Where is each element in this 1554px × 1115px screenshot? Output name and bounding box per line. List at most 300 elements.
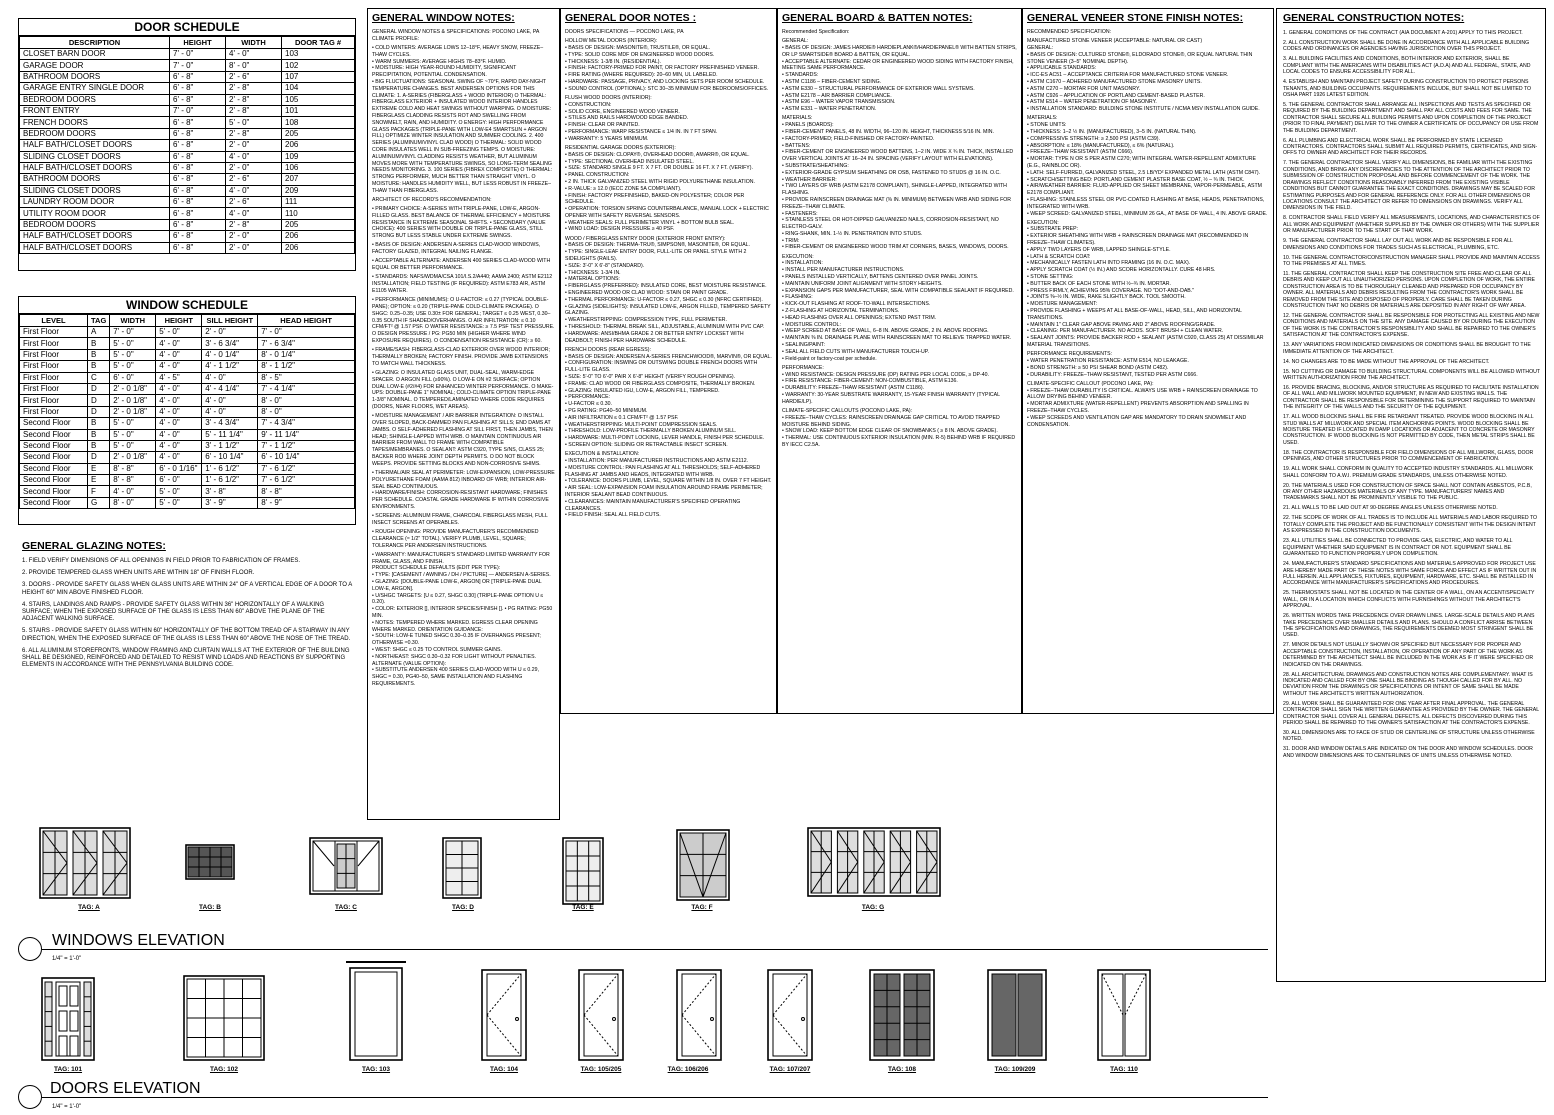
door-note: HOLLOW METAL DOORS (INTERIOR): • BASIS OF DESIGN: MASONITE®, TRUSTILE®, OR EQUAL. • TYPE: SOLID CORE MDF OR ENGINEERED WOOD DOORS. • THICKNESS: 1-3/8 IN. (RESIDENTIAL). • FINISH: FACTORY-PRIMED FOR PAINT, OR FACTORY PREFINISHED VENEER. • FIRE RATING (WHERE REQUIRED): 20–60 MIN, UL LABELED. • HARDWARE: PASSAGE, PRIVACY, AND LOCKING SETS PER ROOM SCHEDULE. • SOUND CONTROL (OPTIONAL): STC 30–35 MINIMUM FOR BEDROOMS/OFFICES. [565, 38, 769, 92]
window-schedule-cell: E [88, 475, 110, 486]
door-schedule-cell: 6' - 8" [170, 242, 226, 253]
window-schedule-cell: 5' - 0" [110, 361, 156, 372]
door-schedule-cell: 105 [282, 94, 355, 105]
windows-elevation-drawings [40, 828, 940, 904]
window-schedule-cell: F [88, 486, 110, 497]
window-tag-label: TAG: C [335, 904, 357, 911]
door-schedule-cell: 2' - 0" [226, 242, 282, 253]
window-schedule-cell: 1' - 6 1/2" [202, 463, 258, 474]
construction-note: 27. MINOR DETAILS NOT USUALLY SHOWN OR SPECIFIED BUT NECESSARY FOR PROPER AND ACCEPTABLE CONSTRUCTION, INSTALLATION, OR OPERATION OF ANY PART OF THE WORK AS DETERMINED BY THE ARCHITECT SHALL BE INCLUDED IN THE WORK AS IF IT WERE SPECIFIED OR INDICATED ON THE DRAWINGS. [1283, 642, 1534, 668]
door-schedule-cell: 2' - 6" [226, 174, 282, 185]
window-elevation-b [186, 845, 234, 879]
window-schedule-cell: B [88, 418, 110, 429]
window-schedule-cell: 4' - 0" [156, 338, 202, 349]
window-schedule-header-cell: HEAD HEIGHT [258, 315, 355, 327]
window-schedule-cell: 5' - 0" [156, 497, 202, 508]
window-schedule-cell: B [88, 349, 110, 360]
window-schedule-cell: D [88, 395, 110, 406]
doors-elevation-marker [18, 1085, 42, 1109]
window-schedule-header-cell: WIDTH [110, 315, 156, 327]
window-schedule-header-cell: LEVEL [20, 315, 88, 327]
window-schedule-header-cell: TAG [88, 315, 110, 327]
window-schedule-cell: 3' - 4 3/4" [202, 418, 258, 429]
door-elevation-1 [42, 978, 94, 1060]
window-schedule-cell: Second Floor [20, 475, 88, 486]
window-schedule-cell: First Floor [20, 372, 88, 383]
construction-note: 5. THE GENERAL CONTRACTOR SHALL ARRANGE ALL INSPECTIONS AND TESTS AS SPECIFIED OR REQUIRED BY THE BUILDING DEPARTMENT AND SHALL PAY ALL COSTS AND FEES FOR SAME. THE CONTRACTOR SHALL SECURE ALL BUILDING PERMITS AND UPON COMPLETION OF THE PROJECT (PRIOR TO FINAL PAYMENT) DELIVER TO THE OWNER A CERTIFICATE OF OCCUPANCY OR USE FROM THE BUILDING DEPARTMENT. [1283, 102, 1539, 134]
window-schedule-header-cell: SILL HEIGHT [202, 315, 258, 327]
window-schedule-cell: First Floor [20, 338, 88, 349]
door-schedule-cell: 6' - 8" [170, 231, 226, 242]
construction-note: 6. ALL PLUMBING AND ELECTRICAL WORK SHALL BE PERFORMED BY STATE LICENSED CONTRACTORS. CONTRACTORS SHALL SUBMIT ALL REQUIRED PERMITS, CERTIFICATES, AND SIGN-OFFS TO OWNER AND ARCHITECT FOR THEIR RECORDS. [1283, 137, 1538, 157]
construction-note: 17. ALL WOOD BLOCKING SHALL BE FIRE RETARDANT TREATED. PROVIDE WOOD BLOCKING IN ALL STUD WALLS AT MILLWORK AND SPECIAL ITEM ANCHORING POINTS. WOOD BLOCKING SHALL BE MOISTURE TREATED IF LOCATED IN DAMP LOCATIONS OR ADJACENT TO CONCRETE OR MASONRY CONSTRUCTION. IF WOOD BLOCKING IS NOT PERMITTED BY CODE, THEN METAL STRIPS SHALL BE USED. [1283, 414, 1535, 446]
window-note: • SCREENS: ALUMINUM FRAME, CHARCOAL FIBERGLASS MESH, FULL INSECT SCREENS AT OPERABLES. [372, 513, 549, 526]
door-elevation-8 [870, 970, 934, 1060]
veneer-stone-notes-title: GENERAL VENEER STONE FINISH NOTES: [1027, 12, 1244, 24]
door-elevation-2 [184, 976, 264, 1060]
window-schedule-cell: D [88, 406, 110, 417]
window-schedule-cell: B [88, 429, 110, 440]
window-schedule-cell: 5' - 11 1/4" [202, 429, 258, 440]
door-schedule-cell: 205 [282, 219, 355, 230]
door-tag-label: TAG: 104 [489, 1066, 519, 1073]
door-schedule-cell: 102 [282, 60, 355, 71]
window-note: • GLAZING: O INSULATED GLASS UNIT, DUAL-SEAL, WARM-EDGE SPACER. O ARGON FILL (≥90%). O LOW-E ON #2 SURFACE; OPTION DUAL LOW-E (#2/#4) FOR ENHANCED WINTER PERFORMANCE. O MAKE-UPS: DOUBLE-PANE 1" NOMINAL; COLD-CLIMATE OPTION TRIPLE-PANE 1-3/8" NOMINAL. O TEMPERED/LAMINATED WHERE CODE REQUIRES (DOORS, NEAR FLOORS, WET AREAS). [372, 369, 554, 410]
door-schedule-cell: 6' - 8" [170, 71, 226, 82]
board-batten-note: PERFORMANCE: • WIND RESISTANCE: DESIGN PRESSURE (DP) RATING PER LOCAL CODE, ≥ DP-40. • FIRE RESISTANCE: FIBER-CEMENT: NON-COMBUSTIBLE, ASTM E136. • DURABILITY: FREEZE–THAW RESISTANT (ASTM C1186). • WARRANTY: 30-YEAR SUBSTRATE WARRANTY, 15-YEAR FINISH WARRANTY (TYPICAL HARDIE/LP). [782, 364, 1000, 405]
door-schedule-cell: SLIDING CLOSET DOORS [20, 185, 170, 196]
window-schedule-cell: 7' - 1 1/2" [258, 440, 355, 451]
window-schedule-cell: 5' - 0" [110, 440, 156, 451]
window-schedule-cell: Second Floor [20, 440, 88, 451]
construction-note: 13. ANY VARIATIONS FROM INDICATED DIMENSIONS OR CONDITIONS SHALL BE BROUGHT TO THE IMMEDIATE ATTENTION OF THE ARCHITECT. [1283, 342, 1531, 355]
construction-note: 16. PROVIDE BRACING, BLOCKING, AND/OR STRUCTURE AS REQUIRED TO FACILITATE INSTALLATION OF ALL WALL AND MILLWORK MOUNTED EQUIPMENT, IN NEW AND EXISTING WALLS. THE CONTRACTOR SHALL BE RESPONSIBLE FOR DETERMINING THE SUPPORT REQUIRED TO MAINTAIN THE INTEGRITY OF THE WALLS AND THE SECURITY OF THE EQUIPMENT. [1283, 385, 1539, 411]
window-schedule-cell: 4' - 0" [156, 349, 202, 360]
window-schedule-cell: 8' - 8" [110, 475, 156, 486]
window-schedule-cell: 5' - 0" [110, 418, 156, 429]
window-schedule-cell: 5' - 0" [156, 486, 202, 497]
window-schedule-cell: 7' - 6 1/2" [258, 463, 355, 474]
window-note: • ROUGH OPENING: PROVIDE MANUFACTURER'S RECOMMENDED CLEARANCE (≈ 1/2" TOTAL). VERIFY PLUMB, LEVEL, SQUARE; TOLERANCE PER ANDERSEN INSTRUCTIONS. [372, 529, 540, 549]
construction-note: 31. DOOR AND WINDOW DETAILS ARE INDICATED ON THE DOOR AND WINDOW SCHEDULES. DOOR AND WINDOW DIMENSIONS ARE TO CENTERLINES OF UNITS UNLESS OTHERWISE NOTED. [1283, 746, 1533, 759]
window-schedule-cell: First Floor [20, 406, 88, 417]
glazing-note: 5. STAIRS - PROVIDE SAFETY GLASS WITHIN 60" HORIZONTALLY OF THE BOTTOM TREAD OF A STAIRWAY IN ANY DIRECTION, WHEN THE EXPOSED SURFACE OF THE GLASS IS LESS THAN 60" ABOVE THE NOSE OF THE TREAD. [22, 628, 351, 642]
window-schedule-cell: 4' - 0" [156, 418, 202, 429]
door-schedule-cell: 2' - 8" [226, 128, 282, 139]
window-schedule-cell: 2' - 0" [202, 327, 258, 338]
window-schedule-cell: 8' - 0" [110, 497, 156, 508]
board-batten-notes-title: GENERAL BOARD & BATTEN NOTES: [782, 12, 973, 24]
window-schedule-cell: 2' - 0 1/8" [110, 452, 156, 463]
window-schedule-title: WINDOW SCHEDULE [19, 297, 355, 314]
door-tag-label: TAG: 110 [1110, 1066, 1138, 1073]
window-schedule-cell: 4' - 0" [202, 372, 258, 383]
window-schedule-cell: 3' - 6 3/4" [202, 338, 258, 349]
door-schedule-cell: 4' - 0" [226, 49, 282, 60]
door-schedule-cell: 2' - 6" [226, 197, 282, 208]
window-schedule-cell: 8' - 1 1/2" [258, 361, 355, 372]
door-schedule-cell: 2' - 0" [226, 162, 282, 173]
glazing-note: 2. PROVIDE TEMPERED GLASS WHEN UNITS ARE WITHIN 18" OF FINISH FLOOR. [22, 570, 255, 577]
door-note: RESIDENTIAL GARAGE DOORS (EXTERIOR): • BASIS OF DESIGN: CLOPAY®, OVERHEAD DOOR®, AMARR®, OR EQUAL. • TYPE: SECTIONAL OVERHEAD INSULATED STEEL. • SIZE: STANDARD SINGLE 9 FT. X 7 FT. OR DOUBLE 16 FT. X 7 FT. (VERIFY). • PANEL CONSTRUCTION: • 2 IN. THICK GALVANIZED STEEL WITH RIGID POLYURETHANE INSULATION. • R-VALUE: ≥ 12.0 (IECC ZONE 5A COMPLIANT). • FINISH: FACTORY PREFINISHED, BAKED-ON POLYESTER; COLOR PER SCHEDULE. • OPERATION: TORSION SPRING COUNTERBALANCE, MANUAL LOCK + ELECTRIC OPENER WITH SAFETY REVERSAL SENSORS. • WEATHER SEALS: FULL PERIMETER VINYL + BOTTOM BULB SEAL. • WIND LOAD: DESIGN PRESSURE ≥ 40 PSF. [565, 144, 769, 233]
window-schedule-cell: 3' - 8" [202, 486, 258, 497]
door-elevation-7 [768, 970, 812, 1060]
glazing-note: 3. DOORS - PROVIDE SAFETY GLASS WHEN GLASS UNITS ARE WITHIN 24" OF A VERTICAL EDGE OF A DOOR TO A HEIGHT 60" MIN ABOVE FINISHED FLOOR. [22, 582, 352, 596]
window-schedule-cell: 8' - 8" [258, 486, 355, 497]
door-schedule-cell: 106 [282, 162, 355, 173]
window-schedule-cell: D [88, 452, 110, 463]
window-note: ARCHITECT OF RECORD'S RECOMMENDATION: [372, 196, 492, 203]
door-tag-label: TAG: 101 [53, 1066, 83, 1073]
door-schedule-cell: 207 [282, 174, 355, 185]
window-elevation-d [443, 838, 481, 898]
door-schedule-cell: FRENCH DOORS [20, 117, 170, 128]
window-schedule-cell: Second Floor [20, 452, 88, 463]
window-schedule-cell: 3' - 1 1/2" [202, 440, 258, 451]
veneer-stone-note: RECOMMENDED SPECIFICATION: [1027, 29, 1112, 35]
window-schedule-cell: 7' - 6 1/2" [258, 475, 355, 486]
board-batten-note: MATERIALS: • PANELS (BOARDS): • FIBER-CEMENT PANELS, 48 IN. WIDTH, 96–120 IN. HEIGHT, THICKNESS 5/16 IN. MIN. • FACTORY-PRIMED; FIELD-FINISHED OR FACTORY-PAINTED. • BATTENS: • FIBER-CEMENT OR ENGINEERED WOOD BATTENS, 1–2 IN. WIDE X ¾ IN. THICK, INSTALLED OVER VERTICAL JOINTS AT 16–24 IN. SPACING (VERIFY LAYOUT WITH ELEVATIONS). • SUBSTRATE/SHEATHING: • EXTERIOR-GRADE GYPSUM SHEATHING OR OSB, FASTENED TO STUDS @ 16 IN. O.C. • WEATHER BARRIER: • TWO LAYERS OF WRB (ASTM E2178 COMPLIANT), SHINGLE-LAPPED, INTEGRATED WITH FLASHING. • PROVIDE RAINSCREEN DRAINAGE MAT (⅜ IN. MINIMUM) BETWEEN WRB AND SIDING FOR FREEZE–THAW CLIMATE. • FASTENERS: • STAINLESS STEEL OR HOT-DIPPED GALVANIZED NAILS, CORROSION-RESISTANT, NO ELECTRO-GALV. • RING-SHANK, MIN. 1-½ IN. PENETRATION INTO STUDS. • TRIM: • FIBER-CEMENT OR ENGINEERED WOOD TRIM AT CORNERS, BASES, WINDOWS, DOORS. [782, 115, 1014, 251]
construction-note: 20. THE MATERIALS USED FOR CONSTRUCTION OF SPACE SHALL NOT CONTAIN ASBESTOS, P.C.B, OR ANY OTHER HAZARDOUS MATERIALS OF ANY TYPE. MANUFACTURERS' NAMES AND TRADEMARKS SHALL NOT BE PROMINENTLY VISIBLE TO THE PUBLIC. [1283, 482, 1532, 502]
window-tag-label: TAG: E [572, 904, 594, 911]
door-schedule-cell: 6' - 8" [170, 208, 226, 219]
window-schedule-cell: 4' - 0" [110, 486, 156, 497]
door-schedule-cell: UTILITY ROOM DOOR [20, 208, 170, 219]
veneer-stone-note: PERFORMANCE REQUIREMENTS: • WATER PENETRATION RESISTANCE: ASTM E514, NO LEAKAGE. • BOND STRENGTH: ≥ 50 PSI SHEAR BOND (ASTM C482). • DURABILITY: FREEZE–THAW RESISTANT, TESTED PER ASTM C666. [1027, 351, 1198, 378]
construction-note: 9. THE GENERAL CONTRACTOR SHALL LAY OUT ALL WORK AND BE RESPONSIBLE FOR ALL DIMENSIONS AND CONDITIONS FOR TRADES SUCH AS ELECTRICAL, PLUMBING, ETC. [1283, 238, 1513, 251]
window-elevation-f [677, 830, 729, 900]
veneer-stone-note: MATERIALS: • STONE UNITS: • THICKNESS: 1–2 ½ IN. (MANUFACTURED), 3–5 IN. (NATURAL THIN). • COMPRESSIVE STRENGTH: ≥ 2,500 PSI (ASTM C39). • ABSORPTION: ≤ 18% (MANUFACTURED), ≤ 6% (NATURAL). • FREEZE–THAW RESISTANT (ASTM C666). • MORTAR: TYPE N OR S PER ASTM C270; WITH INTEGRAL WATER-REPELLENT ADMIXTURE (E.G., RAINBLOC OR). • LATH: SELF-FURRED, GALVANIZED STEEL, 2.5 LB/YD² EXPANDED METAL LATH (ASTM C847). • SCRATCH/SETTING BED: PORTLAND CEMENT PLASTER BASE COAT, ½ – ¾ IN. THICK. • AIR/WEATHER BARRIER: FLUID-APPLIED OR SHEET MEMBRANE, VAPOR-PERMEABLE, ASTM E2178 COMPLIANT. • FLASHING: STAINLESS STEEL OR PVC-COATED FLASHING AT BASE, HEADS, PENETRATIONS, INTEGRATED WITH WRB. • WEEP SCREED: GALVANIZED STEEL, MINIMUM 26 GA., AT BASE OF WALL, 4 IN. ABOVE GRADE. [1027, 115, 1268, 217]
construction-note: 28. ALL ARCHITECTURAL DRAWINGS AND CONSTRUCTION NOTES ARE COMPLEMENTARY. WHAT IS INDICATED AND CALLED FOR BY ONE SHALL BE BINDING AS THOUGH CALLED FOR BY ALL. NO DEVIATION FROM THE DRAWINGS OR SPECIFICATIONS OR INTENT OF SAME SHALL BE MADE WITHOUT THE ARCHITECT'S WRITTEN AUTHORIZATION. [1283, 671, 1533, 697]
board-batten-note: EXECUTION: • INSTALLATION: • INSTALL PER MANUFACTURER INSTRUCTIONS. • PANELS INSTALLED VERTICALLY, BATTENS CENTERED OVER PANEL JOINTS. • MAINTAIN UNIFORM JOINT ALIGNMENT WITH STORY HEIGHTS. • EXPANSION GAPS PER MANUFACTURER, SEAL WITH COMPATIBLE SEALANT IF REQUIRED. • FLASHING: • KICK-OUT FLASHING AT ROOF-TO-WALL INTERSECTIONS. • Z-FLASHING AT HORIZONTAL TERMINATIONS. • HEAD FLASHING OVER ALL OPENINGS; EXTEND PAST TRIM. • MOISTURE CONTROL: • WEEP SCREED AT BASE OF WALL, 6–8 IN. ABOVE GRADE, 2 IN. ABOVE ROOFING. • MAINTAIN ⅜ IN. DRAINAGE PLANE WITH RAINSCREEN MAT TO RELIEVE TRAPPED WATER. • SEALING/PAINT: • SEAL ALL FIELD CUTS WITH MANUFACTURER TOUCH-UP. • Field-paint or factory-coat per schedule. [782, 253, 1014, 362]
window-schedule-cell: 7' - 0" [258, 327, 355, 338]
door-schedule-cell: BATHROOM DOORS [20, 71, 170, 82]
door-tag-label: TAG: 109/209 [994, 1066, 1036, 1073]
window-schedule-cell: 4' - 0 1/4" [202, 349, 258, 360]
window-schedule-cell: 4' - 0" [156, 383, 202, 394]
door-schedule-cell: 108 [282, 117, 355, 128]
construction-note: 12. THE GENERAL CONTRACTOR SHALL BE RESPONSIBLE FOR PROTECTING ALL EXISTING AND NEW CONDITIONS AND MATERIALS ON THE SITE. ANY DAMAGE CAUSED BY OR DURING THE EXECUTION OF THE WORK IS THE CONTRACTOR'S RESPONSIBILITY AND SHALL BE REPAIRED TO THE OWNER'S SATISFACTION AT THE CONTRACTOR'S EXPENSE. [1283, 312, 1540, 339]
door-schedule-cell: 209 [282, 185, 355, 196]
construction-note: 22. THE SCOPE OF WORK OF ALL TRADES IS TO INCLUDE ALL MATERIALS AND LABOR REQUIRED TO TOTALLY COMPLETE THE PROJECT AND BE FUNCTIONALLY CONSISTENT WITH THE DESIGN INTENT AS EXPRESSED IN THE CONSTRUCTION DOCUMENTS. [1283, 515, 1538, 535]
door-schedule-cell: CLOSET BARN DOOR [20, 49, 170, 60]
window-schedule-cell: 4' - 0" [202, 395, 258, 406]
construction-note: 30. ALL DIMENSIONS ARE TO FACE OF STUD OR CENTERLINE OF STRUCTURE UNLESS OTHERWISE NOTED. [1283, 730, 1535, 743]
door-schedule-cell: 6' - 8" [170, 94, 226, 105]
door-schedule-header-cell: HEIGHT [170, 37, 226, 49]
door-schedule-cell: HALF BATH/CLOSET DOORS [20, 140, 170, 151]
door-schedule-cell: 205 [282, 128, 355, 139]
door-schedule-cell: 2' - 6" [226, 71, 282, 82]
doors-elevation-drawings [42, 962, 1150, 1060]
board-batten-note: Recommended Specification: [782, 29, 850, 35]
window-note: • ACCEPTABLE ALTERNATE: ANDERSEN 400 SERIES CLAD-WOOD WITH EQUAL OR BETTER PERFORMANCE. [372, 258, 552, 272]
windows-elevation-rule [42, 949, 1268, 950]
door-elevation-5 [579, 970, 623, 1060]
board-batten-note: GENERAL: • BASIS OF DESIGN: JAMES HARDIE® HARDIEPLANK®/HARDIEPANEL® WITH BATTEN STRIPS, OR LP SMARTSIDE® BOARD & BATTEN, OR EQUAL. • ACCEPTABLE ALTERNATE: CEDAR OR ENGINEERED WOOD SIDING WITH FACTORY FINISH, MEETING SAME PERFORMANCE. • STANDARDS: • ASTM C1186 – FIBER-CEMENT SIDING. • ASTM E330 – STRUCTURAL PERFORMANCE OF EXTERIOR WALL SYSTEMS. • ASTM E2178 – AIR BARRIER COMPLIANCE. • ASTM E96 – WATER VAPOR TRANSMISSION. • ASTM E331 – WATER PENETRATION. [782, 38, 1017, 113]
window-schedule-cell: First Floor [20, 395, 88, 406]
window-note: • PRIMARY CHOICE: A-SERIES WITH TRIPLE-PANE, LOW-E, ARGON-FILLED GLASS. BEST BALANCE OF THERMAL EFFICIENCY + MOISTURE RESISTANCE IN EXTREME SEASONAL SHIFTS. • SECONDARY (VALUE CHOICE): 400 SERIES WITH DOUBLE OR TRIPLE-PANE GLASS, STILL STRONG BUT LESS STABLE UNDER EXTREME SWINGS. [372, 206, 552, 240]
window-schedule-cell: 9' - 11 1/4" [258, 429, 355, 440]
window-schedule-cell: E [88, 463, 110, 474]
window-schedule-cell: 4' - 5" [156, 372, 202, 383]
construction-note: 15. NO CUTTING OR DAMAGE TO BUILDING STRUCTURAL COMPONENTS WILL BE ALLOWED WITHOUT WRITTEN AUTHORIZATION FROM THE ARCHITECT. [1283, 368, 1541, 381]
door-schedule-cell: 2' - 8" [226, 94, 282, 105]
window-schedule-cell: 4' - 0" [156, 440, 202, 451]
door-tag-label: TAG: 108 [887, 1066, 917, 1073]
door-tag-label: TAG: 106/206 [667, 1066, 709, 1073]
door-schedule-cell: HALF BATH/CLOSET DOORS [20, 242, 170, 253]
board-batten-note: CLIMATE-SPECIFIC CALLOUTS (POCONO LAKE, PA): • FREEZE–THAW CYCLES: RAINSCREEN DRAINAGE GAP CRITICAL TO AVOID TRAPPED MOISTURE BEHIND SIDING. • SNOW LOAD: KEEP BOTTOM EDGE CLEAR OF SNOWBANKS ( ≥ 8 IN. ABOVE GRADE). • THERMAL: USE CONTINUOUS EXTERIOR INSULATION (MIN. R-5) BEHIND WRB IF REQUIRED BY IECC C2.5A. [782, 407, 1016, 448]
window-schedule-cell: 8' - 9" [258, 497, 355, 508]
window-schedule-cell: G [88, 497, 110, 508]
door-schedule-cell: 101 [282, 105, 355, 116]
window-schedule-cell: 5' - 0" [156, 327, 202, 338]
construction-note: 19. ALL WORK SHALL CONFORM IN QUALITY TO ACCEPTED INDUSTRY STANDARDS. ALL MILLWORK SHALL CONFORM TO A.W.I. PREMIUM GRADE STANDARDS, UNLESS OTHERWISE NOTED. [1283, 466, 1534, 479]
door-schedule-cell: HALF BATH/CLOSET DOORS [20, 231, 170, 242]
window-elevation-a [40, 828, 130, 898]
window-schedule-cell: First Floor [20, 383, 88, 394]
door-note: FLUSH WOOD DOORS (INTERIOR): • CONSTRUCTION: • SOLID CORE, ENGINEERED WOOD VENEER. • STILES AND RAILS HARDWOOD EDGE BANDED. • FINISH: CLEAR OR PAINTED. • PERFORMANCE: WARP RESISTANCE ≤ 1/4 IN. IN 7 FT SPAN. • WARRANTY: 5 YEARS MINIMUM. [565, 94, 718, 142]
window-elevation-g [808, 828, 940, 896]
window-note: • PERFORMANCE (MINIMUMS): O U-FACTOR: ≤ 0.27 (TYPICAL DOUBLE-PANE); OPTION: ≤ 0.20 (TRIPLE-PANE COLD-CLIMATE PACKAGE). O SHGC: 0.25–0.35; USE 0.30± FOR GENERAL; TARGET ≤ 0.25 WEST, 0.30–0.35 SOUTH IF SHADED/OVERHANGS. O AIR INFILTRATION: ≤ 0.10 CFM/FT² @ 1.57 PSF. O WATER RESISTANCE: ≥ 7.5 PSF TEST PRESSURE. O DESIGN PRESSURE / PG: PG50 MIN (HIGHER WHERE WIND EXPOSURE REQUIRES). O CONDENSATION RESISTANCE (CR): ≥ 60. [372, 297, 556, 344]
construction-notes [1276, 8, 1546, 982]
window-schedule-cell: 2' - 0 1/8" [110, 395, 156, 406]
construction-note: 25. THERMOSTATS SHALL NOT BE LOCATED IN THE CENTER OF A WALL, ON AN ACCENT/SPECIALTY WALL, OR IN A LOCATION WHICH CONFLICTS WITH FURNISHINGS WITHOUT THE ARCHITECT'S APPROVAL. [1283, 590, 1535, 610]
window-schedule-cell: Second Floor [20, 486, 88, 497]
window-elevation-e [563, 838, 603, 904]
construction-note: 3. ALL BUILDING FACILITIES AND CONDITIONS, BOTH INTERIOR AND EXTERIOR, SHALL BE COMPLIANT WITH THE AMERICANS WITH DISABILITIES ACT (A.D.A) AND ALL FEDERAL, STATE, AND LOCAL CODES TO ENSURE ACCESSIBILITY FOR ALL. [1283, 56, 1531, 76]
door-schedule-cell: 206 [282, 140, 355, 151]
door-schedule-cell: 2' - 8" [226, 83, 282, 94]
door-tag-label: TAG: 103 [361, 1066, 391, 1073]
window-schedule-cell: 4' - 0" [156, 452, 202, 463]
window-schedule-cell: Second Floor [20, 497, 88, 508]
construction-note: 1. GENERAL CONDITIONS OF THE CONTRACT (AIA DOCUMENT A-201) APPLY TO THIS PROJECT. [1283, 30, 1523, 36]
window-schedule-cell: 4' - 4 1/4" [202, 383, 258, 394]
door-schedule-cell: 107 [282, 71, 355, 82]
window-schedule-cell: 4' - 1 1/2" [202, 361, 258, 372]
doors-elevation-rule [42, 1097, 1268, 1098]
door-schedule-cell: 8' - 0" [226, 60, 282, 71]
door-schedule-cell: 4' - 0" [226, 151, 282, 162]
door-schedule-cell: LAUNDRY ROOM DOOR [20, 197, 170, 208]
window-tag-label: TAG: A [78, 904, 100, 911]
window-note: • MOISTURE MANAGEMENT / AIR BARRIER INTEGRATION: O INSTALL OVER SLOPED, BACK-DAMMED PAN FLASHING AT SILLS; END DAMS AT JAMBS. O SELF-ADHERED FLASHING AT SILL FIRST, THEN JAMBS, THEN HEAD; SHINGLE-LAPPED WITH WRB. O MAINTAIN CONTINUOUS AIR BARRIER FROM WALL TO FRAME WITH COMPATIBLE TAPES/MEMBRANES. O SEALANT: ASTM C920, TYPE S/NS, CLASS 25; BACKER ROD WHERE JOINT DEPTH PERMITS. O DO NOT BLOCK WEEPS. PROVIDE SETTING BLOCKS AND NON-CORROSIVE SHIMS. [372, 413, 555, 467]
door-schedule-cell: GARAGE DOOR [20, 60, 170, 71]
window-note: GENERAL WINDOW NOTES & SPECIFICATIONS: POCONO LAKE, PA CLIMATE PROFILE: [372, 29, 540, 42]
door-schedule-cell: 6' - 8" [170, 128, 226, 139]
window-schedule-cell: 6' - 10 1/4" [202, 452, 258, 463]
door-schedule-cell: 4' - 0" [226, 185, 282, 196]
window-schedule-cell: 8' - 0 1/4" [258, 349, 355, 360]
construction-note: 23. ALL UTILITIES SHALL BE CONNECTED TO PROVIDE GAS, ELECTRIC, AND WATER TO ALL EQUIPMENT WHETHER SAID EQUIPMENT IS IN CONTRACT OR NOT. EQUIPMENT SHALL BE GUARANTEED TO FUNCTION PROPERLY UPON COMPLETION. [1283, 538, 1513, 558]
window-schedule-cell: B [88, 361, 110, 372]
construction-note: 26. WRITTEN WORDS TAKE PRECEDENCE OVER DRAWN LINES. LARGE-SCALE DETAILS AND PLANS TAKE PRECEDENCE OVER SMALLER DETAILS AND PLANS. SHOULD A CONFLICT ARRISE BETWEEN THE SPECIFICATIONS AND DRAWINGS, THE REQUIREMENTS DEEMED MOST STRINGENT SHALL BE USED. [1283, 613, 1535, 639]
construction-note: 14. NO CHANGES ARE TO BE MADE WITHOUT THE APPROVAL OF THE ARCHITECT. [1283, 358, 1490, 365]
window-schedule-cell: Second Floor [20, 418, 88, 429]
window-tag-label: TAG: F [691, 904, 713, 911]
door-schedule-cell: BEDROOM DOORS [20, 128, 170, 139]
door-schedule-cell: 206 [282, 242, 355, 253]
door-schedule-cell: BEDROOM DOORS [20, 219, 170, 230]
door-schedule-cell: FRONT ENTRY [20, 105, 170, 116]
window-schedule-cell: 4' - 0" [202, 406, 258, 417]
construction-note: 7. THE GENERAL CONTRACTOR SHALL VERIFY ALL DIMENSIONS, BE FAMILIAR WITH THE EXISTING CONDITIONS, AND BRING ANY DISCREPANCIES TO THE ATTENTION OF THE ARCHITECT PRIOR TO SUBMISSION OF CONSTRUCTION PROPOSAL AND BEFORE COMMENCEMENT OF THE WORK. THE DRAWINGS REFLECT CONDITIONS REASONABLY INFERRED FROM THE EXISTING VISIBLE CONDITIONS BUT CANNOT GUARANTEE THE EXACT CONDITIONS. DRAWINGS MAY BE SCALED FOR ESTIMATING PURPOSES AND FOR GENERAL REFERENCE ONLY. FOR ALL OTHER DIMENSIONS OR LOCATIONS CONSULT THE ARCHITECT OR REFER TO DIMENSIONS ON DRAWINGS. VERIFY ALL DIMENSIONS IN THE FIELD. [1283, 160, 1536, 212]
window-schedule-cell: D [88, 383, 110, 394]
door-schedule-cell: 103 [282, 49, 355, 60]
construction-note: 8. CONTRACTOR SHALL FIELD VERIFY ALL MEASUREMENTS, LOCATIONS, AND CHARACTERISTICS OF ALL WORK AND EQUIPMENT (WHETHER SUPPLIED BY THE OWNER OR OTHERS) WITH THE SUPPLIER OR MANUFACTURER PRIOR TO THE START OF THAT WORK. [1283, 215, 1540, 235]
door-schedule-cell: 6' - 8" [170, 185, 226, 196]
window-schedule-cell: 4' - 0" [156, 406, 202, 417]
door-notes-title: GENERAL DOOR NOTES : [565, 12, 697, 24]
window-schedule-cell: B [88, 338, 110, 349]
door-schedule-cell: 6' - 8" [170, 197, 226, 208]
windows-elevation-scale: 1/4" = 1'-0" [52, 956, 82, 962]
door-schedule-cell: 6' - 8" [170, 117, 226, 128]
window-schedule-cell: 7' - 4 1/4" [258, 383, 355, 394]
window-schedule-cell: 2' - 0 1/8" [110, 406, 156, 417]
window-schedule-cell: 3' - 9" [202, 497, 258, 508]
window-schedule-cell: 4' - 0" [156, 429, 202, 440]
door-schedule-cell: 6' - 8" [170, 140, 226, 151]
window-schedule-cell: 2' - 0 1/8" [110, 383, 156, 394]
door-elevation-4 [482, 970, 526, 1060]
construction-note: 18. THE CONTRACTOR IS RESPONSIBLE FOR FIELD DIMENSIONS OF ALL MILLWORK, GLASS, DOOR OPENINGS, AND OTHER STRUCTURES PRIOR TO COMMENCEMENT OF FABRICATION. [1283, 449, 1534, 463]
veneer-stone-note: MANUFACTURED STONE VENEER (ACCEPTABLE: NATURAL OR CAST) GENERAL: • BASIS OF DESIGN: CULTURED STONE®, ELDORADO STONE®, OR EQUAL NATURAL THIN STONE VENEER (3–5" NOMINAL DEPTH). • APPLICABLE STANDARDS: • ICC-ES AC51 – ACCEPTANCE CRITERIA FOR MANUFACTURED STONE VENEER. • ASTM C1670 – ADHERED MANUFACTURED STONE MASONRY UNITS. • ASTM C270 – MORTAR FOR UNIT MASONRY. • ASTM C926 – APPLICATION OF PORTLAND CEMENT-BASED PLASTER. • ASTM E514 – WATER PENETRATION OF MASONRY. • INSTALLATION STANDARD: BUILDING STONE INSTITUTE / NCMA MSV INSTALLATION GUIDE. [1027, 38, 1260, 113]
construction-note: 29. ALL WORK SHALL BE GUARANTEED FOR ONE YEAR AFTER FINAL APPROVAL. THE GENERAL CONTRACTOR SHALL SIGN THE WRITTEN GUARANTEE AS PROVIDED BY THE OWNER. THE GENERAL CONTRACTOR SHALL COVER ALL GENERAL DEFECTS. ALL DEFECTS DISCOVERED DURING THIS PERIOD SHALL BE REPAIRED TO THE OWNER'S SATISFACTION AT THE CONTRACTOR'S EXPENSE. [1283, 700, 1539, 726]
window-schedule-cell: 7' - 0" [110, 327, 156, 338]
door-schedule-cell: GARAGE ENTRY SINGLE DOOR [20, 83, 170, 94]
window-note: • STANDARDS: NAFS/WDMA/CSA 101/I.S.2/A440; AAMA 2400; ASTM E2112 INSTALLATION; FIELD TESTING (IF REQUIRED): ASTM E783 AIR, ASTM E1105 WATER. [372, 274, 554, 295]
window-tag-label: TAG: G [861, 904, 885, 911]
window-schedule-cell: 7' - 6 3/4" [258, 338, 355, 349]
doors-elevation-scale: 1/4" = 1'-0" [52, 1104, 82, 1110]
door-schedule-cell: 2' - 8" [226, 105, 282, 116]
window-schedule-header-cell: HEIGHT [156, 315, 202, 327]
window-note: • COLD WINTERS: AVERAGE LOWS 12–18°F, HEAVY SNOW, FREEZE–THAW CYCLES. • WARM SUMMERS: AVERAGE HIGHS 78–83°F. HUMID. • MOISTURE: HIGH YEAR-ROUND HUMIDITY, SIGNIFICANT PRECIPITATION, POTENTIAL CONDENSATION. • BIG FLUCTUATIONS: SEASONAL SWING OF ~70°F, RAPID DAY-NIGHT TEMPERATURE CHANGES. BEST ANDERSEN OPTIONS FOR THIS CLIMATE: 1. A-SERIES (FIBERGLASS + WOOD INTERIOR) O THERMAL: FIBERGLASS EXTERIOR + INSULATED WOOD INTERIOR HANDLES EXTREME COLD AND HEAT SWINGS WITHOUT WARPING. O MOISTURE: FIBERGLASS CLADDING RESISTS ROT AND SWELLING FROM SNOWMELT, RAIN, AND HUMIDITY. O ENERGY: HIGH PERFORMANCE GLASS PACKAGES (TRIPLE-PANE WITH LOW-E4 SMARTSUN + ARGON FILL) OPTIMIZE WINTER INSULATION AND SUMMER COOLING. 2. 400 SERIES (ALUMINUM/VINYL CLAD WOOD) O THERMAL: SOLID WOOD CORE INSULATES WELL IN SUB-FREEZING TEMPS. O MOISTURE: ALUMINUM/VINYL CLADDING RESISTS WEATHER, BUT ALUMINUM MOVES MORE WITH TEMPERATURE SWINGS, SO LONG-TERM SEALING NEEDS MONITORING. 3. 100 SERIES (FIBREX COMPOSITE) O THERMAL: STRONG PERFORMER, MUCH BETTER THAN STRAIGHT VINYL. O MOISTURE: HANDLES HUMIDITY WELL, BUT LESS ROBUST IN FREEZE–THAW THAN FIBERGLASS. [372, 44, 552, 194]
window-schedule-cell: 6' - 0" [156, 475, 202, 486]
door-schedule-cell: 7' - 0" [170, 105, 226, 116]
window-schedule-cell: 4' - 0" [156, 395, 202, 406]
veneer-stone-note: CLIMATE-SPECIFIC CALLOUT (POCONO LAKE, PA): • FREEZE–THAW DURABILITY IS CRITICAL. ALWAYS USE WRB + RAINSCREEN DRAINAGE TO ALLOW DRYING BEHIND VENEER. • MORTAR ADMIXTURE (WATER-REPELLENT) PREVENTS ABSORPTION AND SPALLING IN FREEZE–THAW CYCLES. • WEEP SCREEDS AND VENTILATION GAP ARE MANDATORY TO DRAIN SNOWMELT AND CONDENSATION. [1027, 380, 1258, 428]
window-elevation-c [310, 838, 382, 894]
door-schedule-cell: 2' - 0" [226, 140, 282, 151]
construction-note: 11. THE GENERAL CONTRACTOR SHALL KEEP THE CONSTRUCTION SITE FREE AND CLEAR OF ALL DEBRIS AND KEEP OUT ALL UNAUTHORIZED PERSONS. UPON COMPLETION OF WORK, THE ENTIRE CONSTRUCTION AREA IS TO BE THOROUGHLY CLEANED AND PREPARED FOR OCCUPANCY BY OWNER. ALL MATERIALS AND DEBRIS RESULTING FROM THE CONTRACTOR'S WORK SHALL BE REMOVED FROM THE SITE AND DISPOSED OF PROPERLY. CARE SHALL BE TAKEN DURING CONSTRUCTION THAT NO DEBRIS OR MATERIALS ARE DEPOSITED IN ANY RIGHT OF WAY AREA. [1283, 270, 1536, 309]
door-schedule-cell: 7' - 0" [170, 60, 226, 71]
window-tag-label: TAG: D [452, 904, 474, 911]
window-schedule-cell: 8' - 8" [110, 463, 156, 474]
door-note: WOOD / FIBERGLASS ENTRY DOOR (EXTERIOR FRONT ENTRY): • BASIS OF DESIGN: THERMA-TRU®, SIMPSON®, MASONITE®, OR EQUAL. • TYPE: SINGLE-LEAF ENTRY DOOR, FULL-LITE OR PANEL STYLE WITH 2 SIDELIGHTS (RAILS). • SIZE: 3'-0" X 6'-8" (STANDARD). • THICKNESS: 1-3/4 IN. • MATERIAL OPTIONS: • FIBERGLASS (PREFERRED): INSULATED CORE, BEST MOISTURE RESISTANCE. • ENGINEERED WOOD OR CLAD WOOD: STAIN OR PAINT GRADE. • THERMAL PERFORMANCE: U-FACTOR ≤ 0.27, SHGC ≤ 0.30 (NFRC CERTIFIED). • GLAZING (SIDELIGHTS): INSULATED LOW-E, ARGON FILLED, TEMPERED SAFETY GLAZING. • WEATHERSTRIPPING: COMPRESSION TYPE, FULL PERIMETER. • THRESHOLD: THERMAL BREAK SILL, ADJUSTABLE, ALUMINUM WITH PVC CAP. • HARDWARE: ANSI/BHMA GRADE 2 OR BETTER ENTRY LOCKSET WITH DEADBOLT; FINISH PER HARDWARE SCHEDULE. [565, 235, 771, 344]
window-schedule-cell: First Floor [20, 361, 88, 372]
door-tag-label: TAG: 102 [209, 1066, 239, 1073]
construction-note: 24. MANUFACTURER'S STANDARD SPECIFICATIONS AND MATERIALS APPROVED FOR PROJECT USE ARE HEREBY MADE PART OF THESE NOTES WITH SAME FORCE AND EFFECT AS IF WRITTEN OUT IN FULL HEREIN. ALL APPLIANCES, FIXTURES, EQUIPMENT, HARDWARE, ETC. SHALL BE INSTALLED IN ACCORDANCE WITH MANUFACTURER'S SPECIFICATIONS AND PROCEDURES. [1283, 561, 1537, 587]
window-schedule-cell: 8' - 0" [258, 406, 355, 417]
door-schedule-cell: 2' - 8" [226, 219, 282, 230]
door-schedule-cell: 6' - 8" [170, 83, 226, 94]
door-schedule-cell: 5' - 0" [226, 117, 282, 128]
door-schedule-cell: 4' - 0" [226, 208, 282, 219]
door-note: FRENCH DOORS (REAR EGRESS): • BASIS OF DESIGN: ANDERSEN A-SERIES FRENCHWOOD®, MARVIN®, OR EQUAL. • CONFIGURATION: INSWING OR OUTSWING DOUBLE FRENCH DOORS WITH FULL-LITE GLASS. • SIZE: 5'-0" TO 6'-0" PAIR X 6'-8" HEIGHT (VERIFY ROUGH OPENING). • FRAME: CLAD WOOD OR FIBERGLASS COMPOSITE, THERMALLY BROKEN. • GLAZING: INSULATED IGU, LOW-E, ARGON FILL, TEMPERED. • PERFORMANCE: • U-FACTOR ≤ 0.30. • PG RATING: PG40–50 MINIMUM. • AIR INFILTRATION ≤ 0.1 CFM/FT² @ 1.57 PSF. • WEATHERSTRIPPING: MULTI-POINT COMPRESSION SEALS. • THRESHOLD: LOW-PROFILE THERMALLY BROKEN ALUMINUM SILL. • HARDWARE: MULTI-POINT LOCKING, LEVER HANDLE, FINISH PER SCHEDULE. • SCREEN OPTION: SLIDING OR RETRACTABLE INSECT SCREEN. [565, 346, 772, 448]
window-tag-label: TAG: B [199, 904, 221, 911]
door-elevation-9 [988, 970, 1046, 1060]
veneer-stone-note: EXECUTION: • SUBSTRATE PREP: • EXTERIOR SHEATHING WITH WRB + RAINSCREEN DRAINAGE MAT (RECOMMENDED IN FREEZE–THAW CLIMATES). • APPLY TWO LAYERS OF WRB, LAPPED SHINGLE-STYLE. • LATH & SCRATCH COAT: • MECHANICALLY FASTEN LATH INTO FRAMING (16 IN. O.C. MAX). • APPLY SCRATCH COAT (½ IN.) AND SCORE HORIZONTALLY. CURE 48 HRS. • STONE SETTING: • BUTTER BACK OF EACH STONE WITH ½–¾ IN. MORTAR. • PRESS FIRMLY, ACHIEVING 95% COVERAGE. NO "DOT-AND-DAB." • JOINTS ⅜–½ IN. WIDE, RAKE SLIGHTLY BACK. TOOL SMOOTH. • MOISTURE MANAGEMENT: • PROVIDE FLASHING + WEEPS AT ALL BASE-OF-WALL, HEAD, SILL, AND HORIZONTAL TRANSITIONS. • MAINTAIN 1" CLEAR GAP ABOVE PAVING AND 2" ABOVE ROOFING/GRADE. • CLEANING: PER MANUFACTURER. NO ACIDS. SOFT BRUSH + CLEAN WATER. • SEALANT JOINTS: PROVIDE BACKER ROD + SEALANT (ASTM C920, CLASS 25) AT DISSIMILAR MATERIAL TRANSITIONS. [1027, 219, 1264, 349]
window-notes-title: GENERAL WINDOW NOTES: [372, 12, 515, 24]
door-elevation-10 [1098, 970, 1150, 1060]
window-schedule-cell: 4' - 0" [156, 361, 202, 372]
window-schedule-cell: 6' - 0 1/16" [156, 463, 202, 474]
window-schedule-cell: A [88, 327, 110, 338]
glazing-notes-title: GENERAL GLAZING NOTES: [22, 540, 166, 552]
door-schedule-header-cell: DOOR TAG # [282, 37, 355, 49]
window-note: • THERMAL/AIR SEAL AT PERIMETER: LOW-EXPANSION, LOW-PRESSURE POLYURETHANE FOAM (AAMA 812) INBOARD OF WRB; INTERIOR AIR-SEAL BEAD CONTINUOUS. • HARDWARE/FINISH: CORROSION-RESISTANT HARDWARE; FINISHES PER SCHEDULE. COASTAL GRADE HARDWARE IF WITHIN CORROSIVE ENVIRONMENTS. [372, 469, 555, 510]
door-schedule-cell: BEDROOM DOORS [20, 94, 170, 105]
door-schedule-header-cell: WIDTH [226, 37, 282, 49]
door-schedule-cell: 6' - 8" [170, 174, 226, 185]
door-schedule-cell: 6' - 8" [170, 151, 226, 162]
door-schedule-cell: 7' - 0" [170, 49, 226, 60]
doors-elevation-title: DOORS ELEVATION [50, 1080, 201, 1097]
door-schedule-cell: SLIDING CLOSET DOORS [20, 151, 170, 162]
window-schedule-cell: 5' - 0" [110, 338, 156, 349]
door-schedule-cell: HALF BATH/CLOSET DOORS [20, 162, 170, 173]
door-tag-label: TAG: 107/207 [769, 1066, 811, 1073]
window-schedule-cell: 5' - 0" [110, 429, 156, 440]
construction-note: 4. ESTABLISH AND MAINTAIN PROJECT SAFETY DURING CONSTRUCTION TO PROTECT PERSONS TENANTS, AND BUILDING OCCUPANTS. REQUIREMENTS INCLUDE, BUT SHALL NOT BE LIMITED TO OSHA PART 1926 LATEST EDITION. [1283, 79, 1532, 99]
window-schedule-cell: 7' - 4 3/4" [258, 418, 355, 429]
door-schedule-cell: 104 [282, 83, 355, 94]
door-elevation-3 [346, 962, 406, 1060]
door-tag-label: TAG: 105/205 [580, 1066, 622, 1073]
window-schedule-cell: First Floor [20, 349, 88, 360]
door-schedule-header-cell: DESCRIPTION [20, 37, 170, 49]
window-schedule-cell: 6' - 10 1/4" [258, 452, 355, 463]
door-schedule-cell: 110 [282, 208, 355, 219]
construction-note: 2. ALL CONSTRUCTION WORK SHALL BE DONE IN ACCORDANCE WITH ALL APPLICABLE BUILDING CODES AND ORDINANCES OR AGENCIES HAVING JURISDICTION OVER THIS PROJECT. [1283, 40, 1530, 53]
door-schedule-cell: BATHROOM DOORS [20, 174, 170, 185]
window-schedule-cell: 8' - 0" [258, 395, 355, 406]
construction-notes-title: GENERAL CONSTRUCTION NOTES: [1283, 12, 1465, 24]
door-note: DOORS SPECIFICATIONS — POCONO LAKE, PA [565, 29, 684, 35]
door-schedule-cell: 6' - 8" [170, 162, 226, 173]
window-schedule-cell: C [88, 372, 110, 383]
door-elevation-6 [677, 970, 721, 1060]
window-note: • FRAME/SASH: FIBERGLASS-CLAD EXTERIOR OVER WOOD INTERIOR; THERMALLY BROKEN; FACTORY FINISH. PROVIDE JAMB EXTENSIONS TO MATCH WALL THICKNESS. [372, 347, 552, 367]
door-schedule-cell: 2' - 0" [226, 231, 282, 242]
window-schedule-cell: Second Floor [20, 429, 88, 440]
windows-elevation-title: WINDOWS ELEVATION [52, 932, 225, 949]
window-schedule-cell: First Floor [20, 327, 88, 338]
door-schedule-cell: 111 [282, 197, 355, 208]
windows-elevation-marker [18, 937, 42, 961]
window-schedule-cell: B [88, 440, 110, 451]
door-schedule-cell: 206 [282, 231, 355, 242]
glazing-note: 4. STAIRS, LANDINGS AND RAMPS - PROVIDE SAFETY GLASS WITHIN 36" HORIZONTALLY OF A WALKING SURFACE; WHEN THE EXPOSED SURFACE OF THE GLASS IS LESS THAN 60" ABOVE THE PLANE OF THE ADJACENT WALKING SURFACE. [22, 601, 325, 623]
window-schedule-cell: 6' - 0" [110, 372, 156, 383]
construction-note: 21. ALL WALLS TO BE LAID OUT AT 90-DEGREE ANGLES UNLESS OTHERWISE NOTED. [1283, 505, 1498, 512]
construction-notes-body [1283, 30, 1540, 759]
door-note: EXECUTION & INSTALLATION: • INSTALLATION: PER MANUFACTURER INSTRUCTIONS AND ASTM E2112. • MOISTURE CONTROL: PAN FLASHING AT ALL THRESHOLDS; SELF-ADHERED FLASHING AT JAMBS AND HEADS, INTEGRATED WITH WRB. • TOLERANCE: DOORS PLUMB, LEVEL, SQUARE WITHIN 1/8 IN. OVER 7 FT HEIGHT. • AIR SEAL: LOW-EXPANSION FOAM INSULATION AROUND FRAME PERIMETER; INTERIOR SEALANT BEAD CONTINUOUS. • CLEARANCES: MAINTAIN MANUFACTURER'S SPECIFIED OPERATING CLEARANCES. • FIELD FINISH: SEAL ALL FIELD CUTS. [565, 451, 772, 519]
window-schedule-cell: 8' - 5" [258, 372, 355, 383]
glazing-note: 1. FIELD VERIFY DIMENSIONS OF ALL OPENINGS IN FIELD PRIOR TO FABRICATION OF FRAMES. [22, 558, 301, 564]
door-schedule-cell: 109 [282, 151, 355, 162]
door-schedule-title: DOOR SCHEDULE [19, 19, 355, 36]
window-schedule-cell: 1' - 6 1/2" [202, 475, 258, 486]
door-schedule-cell: 6' - 8" [170, 219, 226, 230]
glazing-note: 6. ALL ALUMINUM STOREFRONTS, WINDOW FRAMING AND CURTAIN WALLS AT THE EXTERIOR OF THE BUILDING SHALL BE DESIGNED, REINFORCED AND DETAILED TO RESIST WIND LOADS AND REACTIONS BY SUPPORTING ELEMENTS IN ACCORDANCE WITH THE PENNSYLVANIA BUILDING CODE. [22, 647, 350, 669]
window-schedule-cell: 5' - 0" [110, 349, 156, 360]
construction-note: 10. THE GENERAL CONTRACTOR/CONSTRUCTION MANAGER SHALL PROVIDE AND MAINTAIN ACCESS TO THE PREMISES AT ALL TIMES. [1283, 254, 1540, 267]
